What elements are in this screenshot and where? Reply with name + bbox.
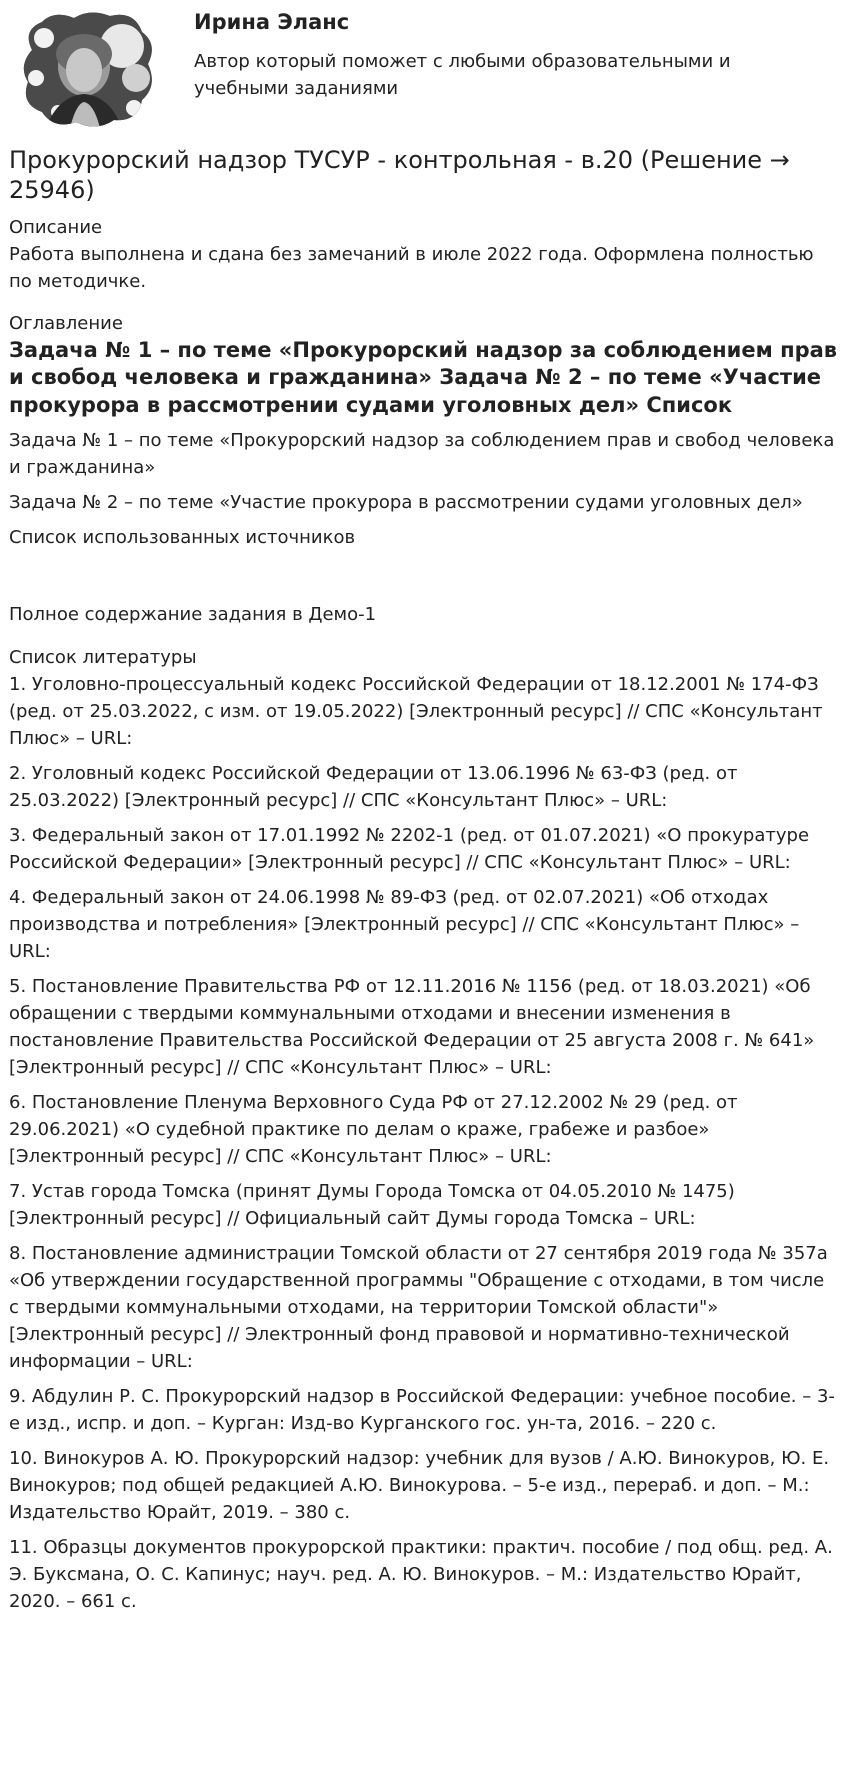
toc-heading: Задача № 1 – по теме «Прокурорский надзор за соблюдением прав и свобод человека и гражданина» Задача № 2 – по теме «Участие прокурора в рассмотрении судами уголовных дел» Список bbox=[9, 338, 838, 417]
author-description: Автор который поможет с любыми образовательными и учебными заданиями bbox=[194, 51, 731, 99]
reference-item: 4. Федеральный закон от 24.06.1998 № 89-ФЗ (ред. от 02.07.2021) «Об отходах производства и потребления» [Электронный ресурс] // СПС «Консультант Плюс» – URL: bbox=[9, 887, 800, 963]
reference-item: 11. Образцы документов прокурорской практики: практич. пособие / под общ. ред. А. Э. Буксмана, О. С. Капинус; науч. ред. А. Ю. Винокуров. – М.: Издательство Юрайт, 2020. – 661 с. bbox=[9, 1537, 833, 1613]
reference-item: 5. Постановление Правительства РФ от 12.11.2016 № 1156 (ред. от 18.03.2021) «Об обращении с твердыми коммунальными отходами и внесении изменения в постановление Правительства Российской Федерации от 25 августа 2008 г. № 641» [Электронный ресурс] // СПС «Консультант Плюс» – URL: bbox=[9, 976, 815, 1079]
toc-item: Список использованных источников bbox=[9, 527, 356, 549]
reference-item: 6. Постановление Пленума Верховного Суда РФ от 27.12.2002 № 29 (ред. от 29.06.2021) «О судебной практике по делам о краже, грабеже и разбое» [Электронный ресурс] // СПС «Консультант Плюс» – URL: bbox=[9, 1092, 738, 1168]
toc-label: Оглавление bbox=[9, 313, 123, 335]
reference-item: 8. Постановление администрации Томской области от 27 сентября 2019 года № 357а «Об утверждении государственной программы "Обращение с отходами, в том числе с твердыми коммунальными отходами, на территории Томской области"» [Электронный ресурс] // Электронный фонд правовой и нормативно-технической информации – URL: bbox=[9, 1243, 828, 1373]
references-label: Список литературы bbox=[9, 647, 197, 669]
reference-item: 7. Устав города Томска (принят Думы Города Томска от 04.05.2010 № 1475) [Электронный ресурс] // Официальный сайт Думы города Томска – URL: bbox=[9, 1181, 735, 1230]
reference-item: 3. Федеральный закон от 17.01.1992 № 2202-1 (ред. от 01.07.2021) «О прокуратуре Российской Федерации» [Электронный ресурс] // СПС «Консультант Плюс» – URL: bbox=[9, 825, 810, 874]
toc-item: Задача № 2 – по теме «Участие прокурора в рассмотрении судами уголовных дел» bbox=[9, 492, 803, 514]
toc-item: Задача № 1 – по теме «Прокурорский надзор за соблюдением прав и свобод человека и гражданина» bbox=[9, 430, 835, 479]
author-name[interactable]: Ирина Эланс bbox=[194, 10, 350, 34]
author-card bbox=[9, 0, 838, 142]
reference-item: 9. Абдулин Р. С. Прокурорский надзор в Российской Федерации: учебное пособие. – 3-е изд., испр. и доп. – Курган: Изд-во Курганского гос. ун-та, 2016. – 220 с. bbox=[9, 1386, 835, 1435]
reference-item: 10. Винокуров А. Ю. Прокурорский надзор: учебник для вузов / А.Ю. Винокуров, Ю. Е. Винокуров; под общей редакцией А.Ю. Винокурова. – 5-е изд., перераб. и доп. – М.: Издательство Юрайт, 2019. – 380 с. bbox=[9, 1448, 830, 1524]
description-text: Работа выполнена и сдана без замечаний в июле 2022 года. Оформлена полностью по методичке. bbox=[9, 244, 814, 293]
reference-item: 2. Уголовный кодекс Российской Федерации от 13.06.1996 № 63-ФЗ (ред. от 25.03.2022) [Электронный ресурс] // СПС «Консультант Плюс» – URL: bbox=[9, 763, 738, 812]
avatar[interactable] bbox=[18, 8, 158, 128]
reference-item: 1. Уголовно-процессуальный кодекс Российской Федерации от 18.12.2001 № 174-ФЗ (ред. от 25.03.2022, с изм. от 19.05.2022) [Электронный ресурс] // СПС «Консультант Плюс» – URL: bbox=[9, 674, 823, 750]
description-label: Описание bbox=[9, 217, 103, 238]
work-title: Прокурорский надзор ТУСУР - контрольная - в.20 (Решение → 25946) bbox=[9, 146, 790, 204]
demo-text: Полное содержание задания в Демо-1 bbox=[9, 604, 377, 626]
